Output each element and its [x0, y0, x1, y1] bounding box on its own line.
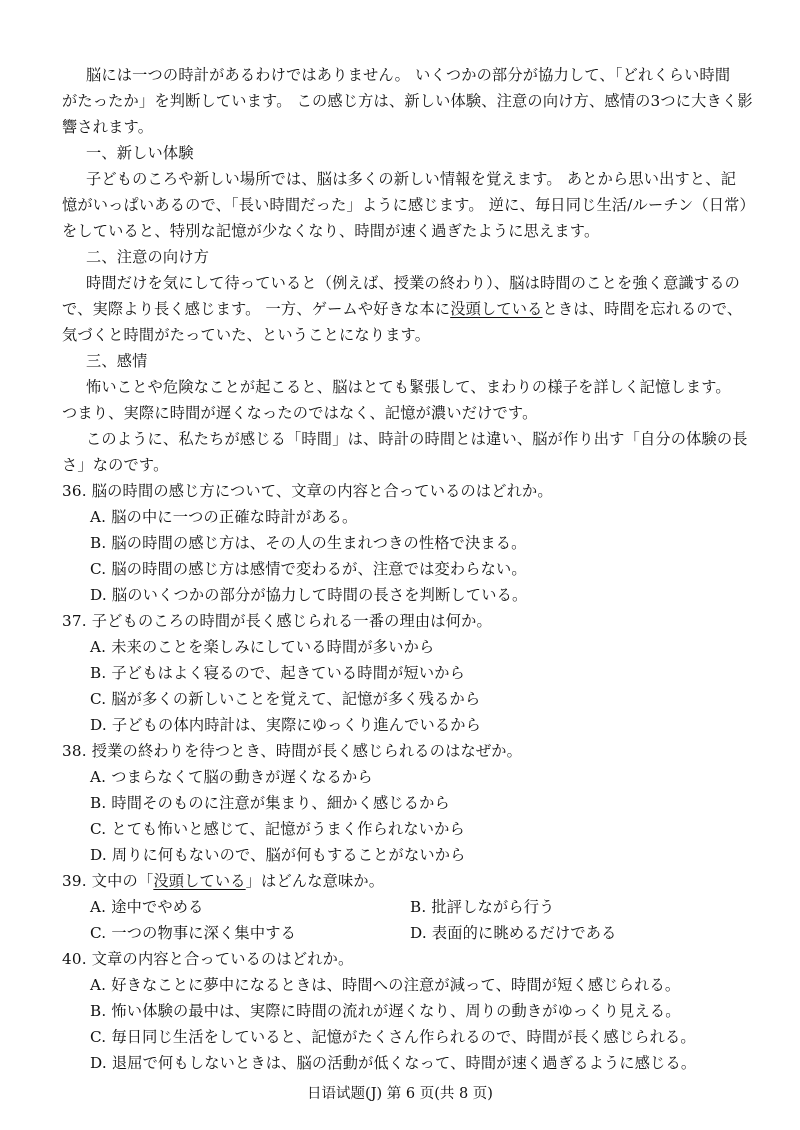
answer-option: C. 毎日同じ生活をしていると、記憶がたくさん作られるので、時間が長く感じられる。	[90, 1028, 696, 1046]
passage-line: 憶がいっぱいあるので、「長い時間だった」ように感じます。 逆に、毎日同じ生活/ルーチン（日常）	[62, 196, 755, 214]
answer-option: A. 脳の中に一つの正確な時計がある。	[90, 508, 358, 526]
answer-option: B. 怖い体験の最中は、実際に時間の流れが遅くなり、周りの動きがゆっくり見える。	[90, 1002, 681, 1020]
passage-text: ときは、時間を忘れるので、	[542, 300, 743, 318]
answer-option: A. つまらなくて脳の動きが遅くなるから	[90, 768, 373, 786]
passage-line: つまり、実際に時間が遅くなったのではなく、記憶が濃いだけです。	[62, 404, 538, 422]
passage-line: 気づくと時間がたっていた、ということになります。	[62, 326, 431, 344]
answer-option: B. 脳の時間の感じ方は、その人の生まれつきの性格で決まる。	[90, 534, 527, 552]
section-heading: 一、新しい体験	[86, 144, 194, 162]
passage-line: 時間だけを気にして待っていると（例えば、授業の終わり）、脳は時間のことを強く意識するの	[86, 274, 741, 292]
answer-option: B. 時間そのものに注意が集まり、細かく感じるから	[90, 794, 450, 812]
answer-option: D. 退屈で何もしないときは、脳の活動が低くなって、時間が速く過ぎるように感じる。	[90, 1054, 697, 1072]
answer-option: D. 子どもの体内時計は、実際にゆっくり進んでいるから	[90, 716, 482, 734]
passage-line: をしていると、特別な記憶が少なくなり、時間が速く過ぎたように思えます。	[62, 222, 600, 240]
answer-option: B. 子どもはよく寝るので、起きている時間が短いから	[90, 664, 466, 682]
question-stem: 37. 子どものころの時間が長く感じられる一番の理由は何か。	[62, 612, 492, 630]
underlined-phrase: 没頭している	[153, 872, 246, 890]
answer-option: A. 好きなことに夢中になるときは、時間への注意が減って、時間が短く感じられる。	[90, 976, 681, 994]
question-stem	[62, 870, 760, 892]
passage-line: 響されます。	[62, 118, 154, 136]
section-heading: 二、注意の向け方	[86, 248, 210, 266]
answer-option: D. 周りに何もないので、脳が何もすることがないから	[90, 846, 466, 864]
answer-option: D. 脳のいくつかの部分が協力して時間の長さを判断している。	[90, 586, 528, 604]
passage-text: で、実際より長く感じます。 一方、ゲームや好きな本に	[62, 300, 451, 318]
answer-option: C. とても怖いと感じて、記憶がうまく作られないから	[90, 820, 465, 838]
answer-option: B. 批評しながら行う	[410, 898, 555, 916]
question-text: 39. 文中の「	[62, 872, 154, 890]
passage-line: 子どものころや新しい場所では、脳は多くの新しい情報を覚えます。 あとから思い出すと、記	[86, 170, 737, 188]
passage-line: がたったか」を判断しています。 この感じ方は、新しい体験、注意の向け方、感情の3つに大きく影	[62, 92, 753, 110]
passage-line: このように、私たちが感じる「時間」は、時計の時間とは違い、脳が作り出す「自分の体験の長	[86, 430, 748, 448]
answer-option: A. 途中でやめる	[90, 898, 204, 916]
answer-option: A. 未来のことを楽しみにしている時間が多いから	[90, 638, 435, 656]
passage-line: 脳には一つの時計があるわけではありません。 いくつかの部分が協力して、「どれくらい時間	[86, 66, 731, 84]
question-stem: 38. 授業の終わりを待つとき、時間が長く感じられるのはなぜか。	[62, 742, 523, 760]
answer-option: C. 一つの物事に深く集中する	[90, 924, 296, 942]
answer-option: C. 脳の時間の感じ方は感情で変わるが、注意では変わらない。	[90, 560, 527, 578]
underlined-phrase: 没頭している	[450, 300, 543, 318]
answer-option: C. 脳が多くの新しいことを覚えて、記憶が多く残るから	[90, 690, 481, 708]
passage-line: 怖いことや危険なことが起こると、脳はとても緊張して、まわりの様子を詳しく記憶します。	[86, 378, 731, 396]
passage-line	[62, 298, 760, 320]
answer-option: D. 表面的に眺めるだけである	[410, 924, 617, 942]
question-text: 」はどんな意味か。	[245, 872, 385, 890]
page-footer: 日语试题(J) 第 6 页(共 8 页)	[307, 1086, 493, 1102]
question-stem: 36. 脳の時間の感じ方について、文章の内容と合っているのはどれか。	[62, 482, 553, 500]
section-heading: 三、感情	[86, 352, 148, 370]
passage-line: さ」なのです。	[62, 456, 169, 474]
question-stem: 40. 文章の内容と合っているのはどれか。	[62, 950, 354, 968]
